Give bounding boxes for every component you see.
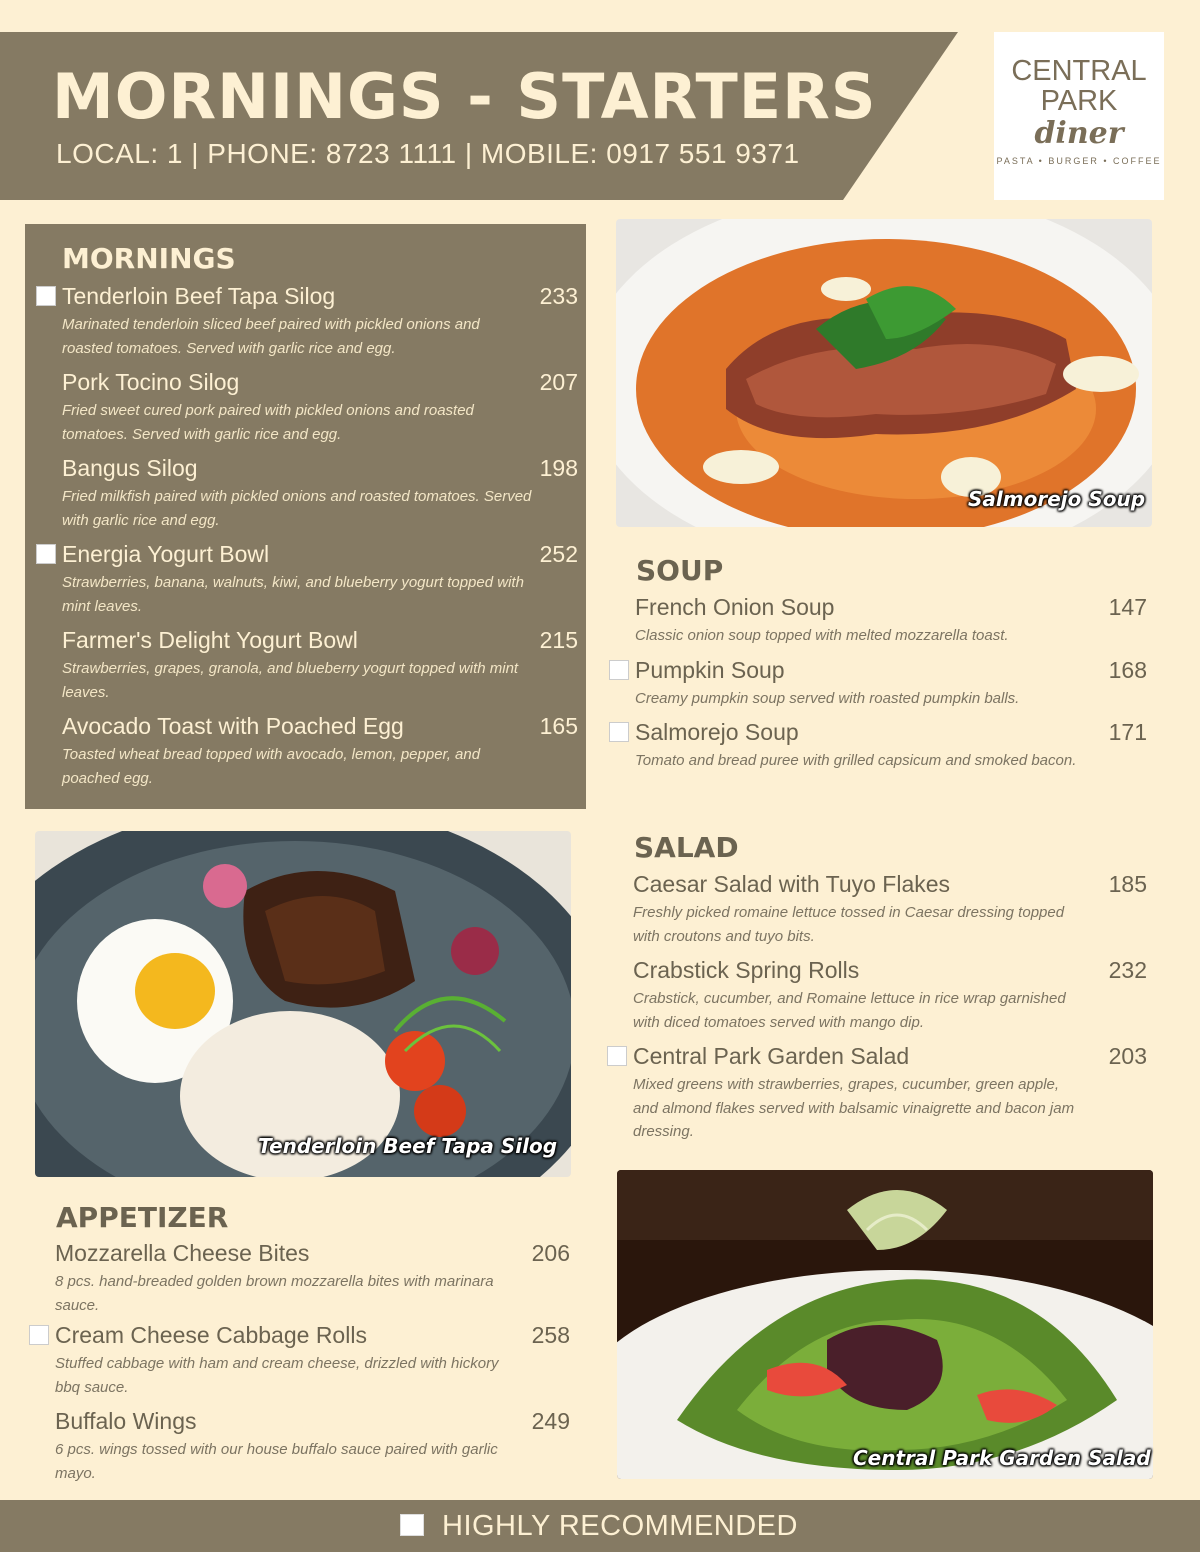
footer-legend: HIGHLY RECOMMENDED [442,1510,798,1542]
highly-recommended-icon [29,1325,49,1345]
salad-item-description: Crabstick, cucumber, and Romaine lettuce in rice wrap garnished with diced tomatoes served with mango dip. [633,990,1066,1031]
appetizer-title: APPETIZER [56,1201,229,1234]
appetizer-item-price: 258 [531,1322,570,1348]
logo-line-central: CENTRAL [1011,55,1147,87]
salad-item-name: Central Park Garden Salad [633,1043,910,1069]
mornings-item-name: Pork Tocino Silog [62,369,240,395]
mornings-item-description: Marinated tenderloin sliced beef paired with pickled onions and roasted tomatoes. Served with garlic rice and egg. [62,316,480,357]
mornings-item-description: Strawberries, grapes, granola, and blueberry yogurt topped with mint leaves. [62,660,519,701]
salmorejo-soup-caption: Salmorejo Soup [968,487,1146,511]
appetizer-item-price: 206 [531,1240,570,1266]
mornings-item-price: 215 [539,627,578,653]
logo-tagline: PASTA • BURGER • COFFEE [996,156,1162,166]
mornings-title: MORNINGS [62,242,236,275]
soup-item-price: 171 [1108,719,1147,745]
mornings-item-description: Toasted wheat bread topped with avocado, lemon, pepper, and poached egg. [62,746,481,787]
footer-bar [0,1500,1200,1552]
logo-line-diner: diner [1034,116,1124,151]
mornings-section [25,224,586,809]
mornings-item-name: Avocado Toast with Poached Egg [62,713,404,739]
soup-item-price: 168 [1108,657,1147,683]
mornings-item-price: 165 [539,713,578,739]
contact-info: LOCAL: 1 | PHONE: 8723 1111 | MOBILE: 0917 551 9371 [56,138,800,169]
salad-item-description: Freshly picked romaine lettuce tossed in Caesar dressing topped with croutons and tuyo bits. [633,904,1065,945]
mornings-item-price: 252 [539,541,578,567]
highly-recommended-icon [36,286,56,306]
mornings-item-name: Tenderloin Beef Tapa Silog [62,283,336,309]
highly-recommended-icon [609,722,629,742]
mornings-item-description: Fried milkfish paired with pickled onions and roasted tomatoes. Served with garlic rice and egg. [62,488,532,529]
soup-item-name: Salmorejo Soup [635,719,799,745]
garden-salad-caption: Central Park Garden Salad [853,1446,1151,1470]
tenderloin-tapa-caption: Tenderloin Beef Tapa Silog [258,1134,558,1158]
soup-item-price: 147 [1108,594,1147,620]
mornings-item-price: 207 [539,369,578,395]
mornings-item-price: 233 [539,283,578,309]
appetizer-item-name: Mozzarella Cheese Bites [55,1240,310,1266]
salad-item-description: Mixed greens with strawberries, grapes, cucumber, green apple, and almond flakes served with balsamic vinaigrette and bacon jam dressing. [633,1076,1075,1140]
appetizer-item-name: Cream Cheese Cabbage Rolls [55,1322,367,1348]
salad-title: SALAD [634,831,739,864]
highly-recommended-icon [607,1046,627,1066]
garden-salad-photo [617,1170,1153,1479]
soup-item-description: Tomato and bread puree with grilled capsicum and smoked bacon. [635,752,1077,769]
salad-item-name: Caesar Salad with Tuyo Flakes [633,871,951,897]
soup-item-description: Creamy pumpkin soup served with roasted pumpkin balls. [635,690,1020,707]
appetizer-item-description: Stuffed cabbage with ham and cream cheese, drizzled with hickory bbq sauce. [55,1355,499,1396]
mornings-item-name: Farmer's Delight Yogurt Bowl [62,627,358,653]
salad-item-name: Crabstick Spring Rolls [633,957,860,983]
mornings-item-name: Energia Yogurt Bowl [62,541,270,567]
salad-item-price: 232 [1108,957,1147,983]
salad-item-price: 203 [1108,1043,1147,1069]
mornings-item-name: Bangus Silog [62,455,198,481]
highly-recommended-icon [609,660,629,680]
mornings-item-description: Strawberries, banana, walnuts, kiwi, and blueberry yogurt topped with mint leaves. [62,574,524,615]
soup-item-name: French Onion Soup [635,594,835,620]
soup-title: SOUP [636,554,724,587]
appetizer-item-description: 8 pcs. hand-breaded golden brown mozzarella bites with marinara sauce. [55,1273,494,1314]
highly-recommended-icon [36,544,56,564]
logo-line-park: PARK [1040,85,1118,117]
appetizer-item-description: 6 pcs. wings tossed with our house buffalo sauce paired with garlic mayo. [55,1441,498,1482]
salmorejo-soup-photo [616,219,1152,527]
mornings-item-description: Fried sweet cured pork paired with pickled onions and roasted tomatoes. Served with garlic rice and egg. [62,402,474,443]
soup-item-name: Pumpkin Soup [635,657,785,683]
restaurant-logo [994,32,1164,200]
appetizer-item-name: Buffalo Wings [55,1408,197,1434]
appetizer-item-price: 249 [531,1408,570,1434]
soup-item-description: Classic onion soup topped with melted mozzarella toast. [635,627,1009,644]
salad-item-price: 185 [1108,871,1147,897]
page-title: MORNINGS - STARTERS [52,60,877,133]
tenderloin-tapa-photo [35,831,571,1177]
recommended-icon [400,1514,424,1536]
mornings-item-price: 198 [539,455,578,481]
